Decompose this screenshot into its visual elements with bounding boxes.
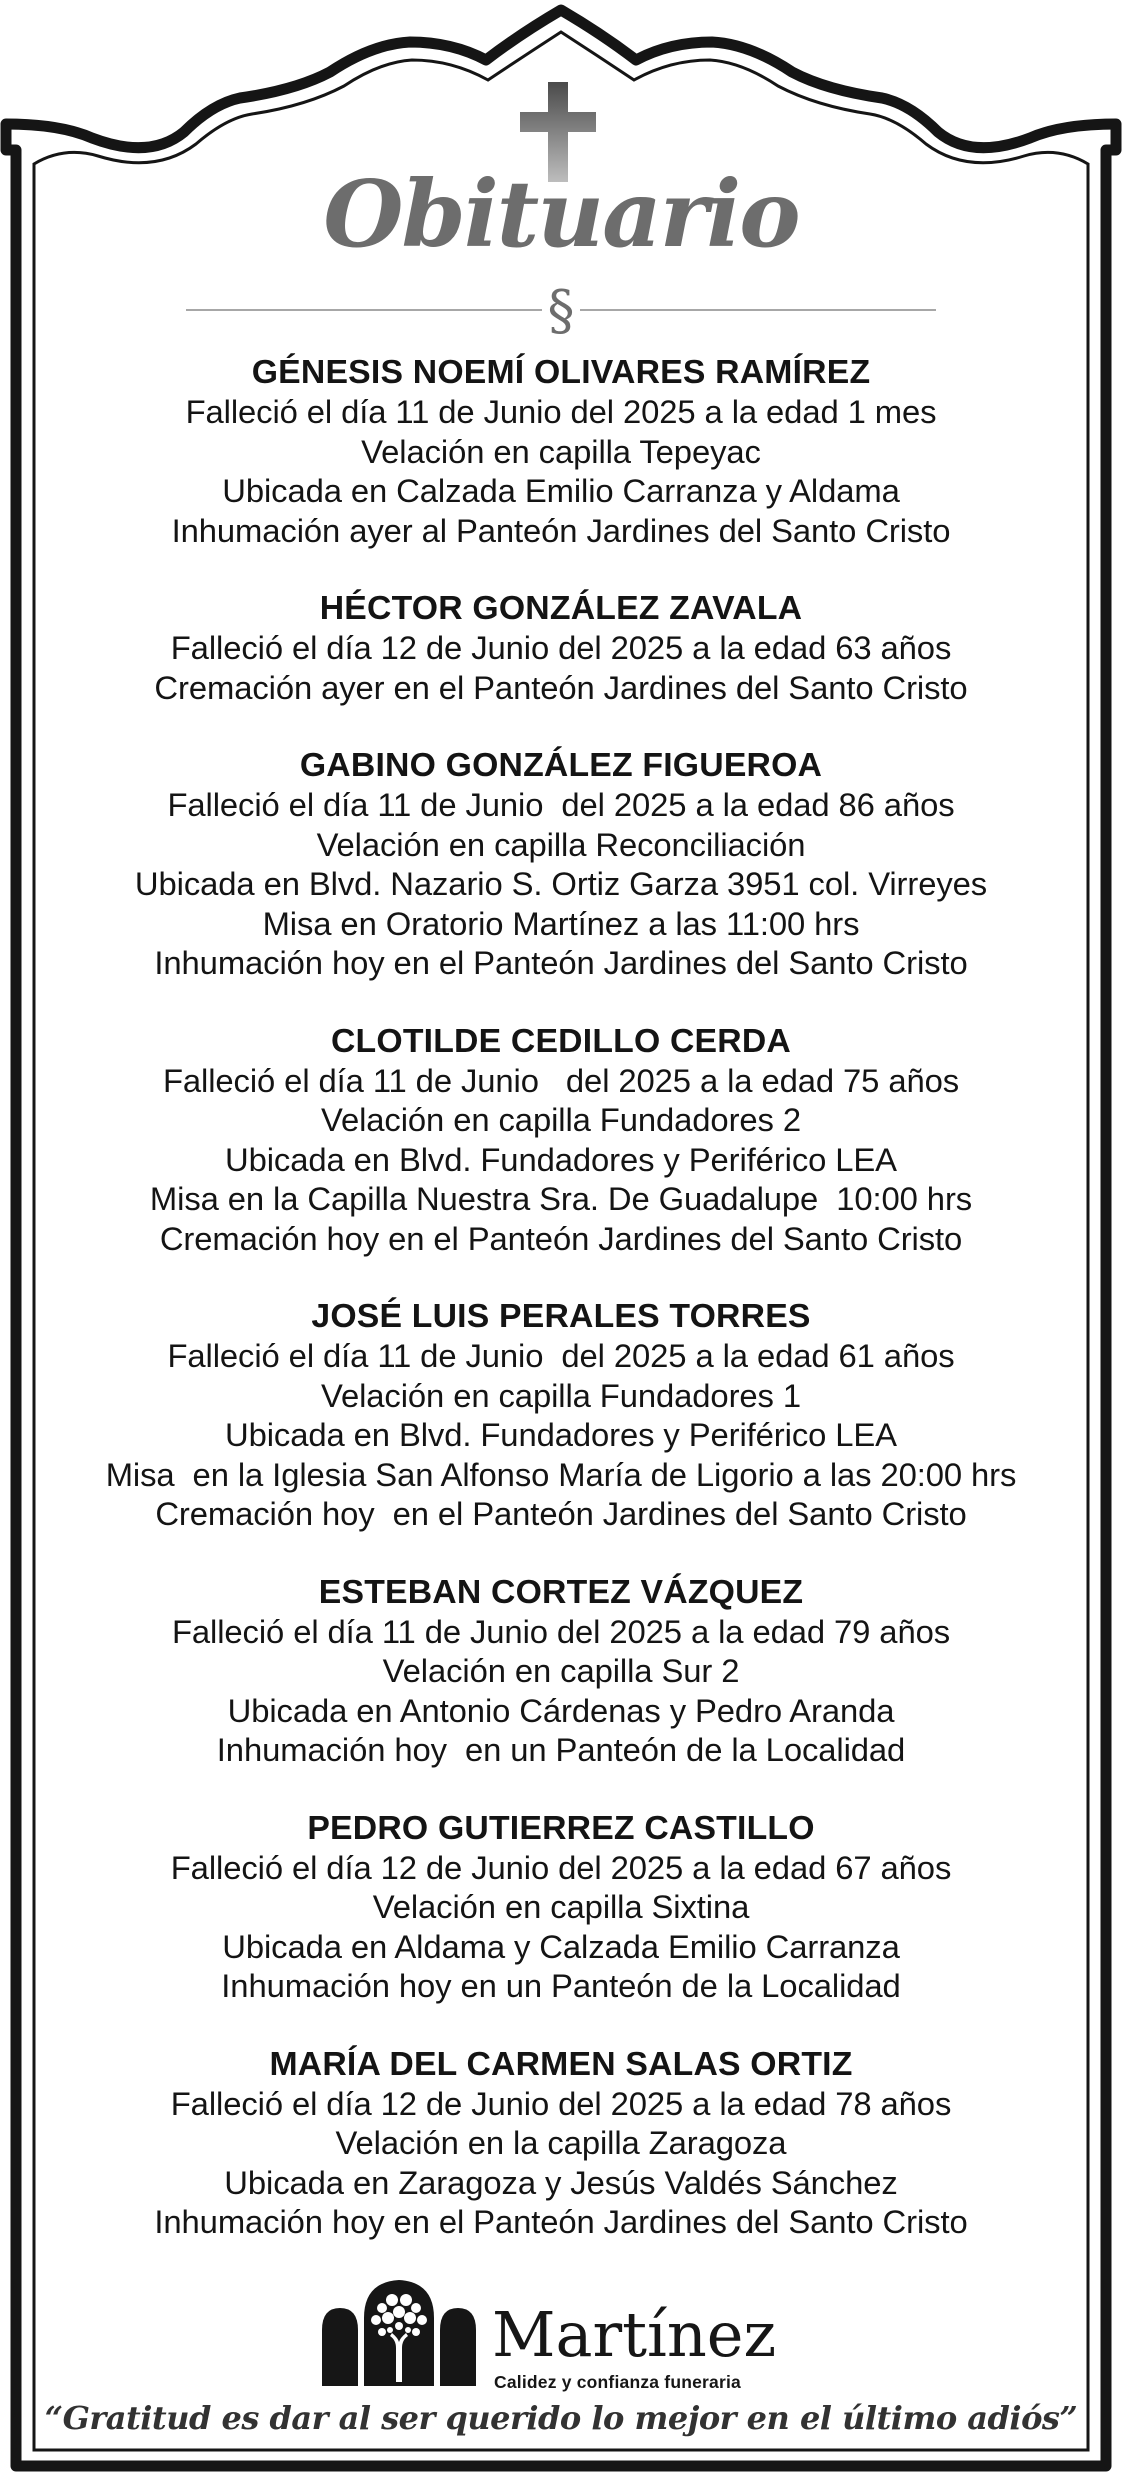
cremation-line: Cremación hoy en el Panteón Jardines del Santo Cristo: [159, 1219, 963, 1257]
mass-line: Misa en Oratorio Martínez a las 11:00 hrs: [262, 904, 860, 942]
title-divider-left: [186, 309, 542, 311]
wake-line: Velación en capilla Tepeyac: [361, 432, 761, 470]
burial-line: Inhumación hoy en el Panteón Jardines del Santo Cristo: [154, 944, 968, 981]
location-line: Ubicada en Blvd. Nazario S. Ortiz Garza 3951 col. Virreyes: [134, 865, 988, 902]
deceased-name: PEDRO GUTIERREZ CASTILLO: [307, 1808, 815, 1847]
death-date-line: Falleció el día 12 de Junio del 2025 a la edad 67 años: [170, 1848, 952, 1886]
obituary-entry: [22, 1021, 1100, 1259]
title-divider-right: [580, 309, 936, 311]
deceased-name: GABINO GONZÁLEZ FIGUEROA: [299, 746, 823, 784]
brand-name: Martínez: [492, 2298, 777, 2371]
location-line: Ubicada en Aldama y Calzada Emilio Carranza: [222, 1927, 900, 1965]
chapel-tree-logo-icon: [318, 2278, 480, 2386]
wake-line: Velación en capilla Reconciliación: [316, 825, 806, 863]
closing-quote: “Gratitud es dar al ser querido lo mejor en el último adiós”: [44, 2399, 1078, 2437]
cremation-line: Cremación ayer en el Panteón Jardines del Santo Cristo: [154, 668, 968, 706]
burial-line: Inhumación hoy en un Panteón de la Localidad: [216, 1731, 906, 1768]
wake-line: Velación en capilla Sixtina: [372, 1888, 750, 1925]
death-date-line: Falleció el día 12 de Junio del 2025 a la edad 78 años: [170, 2084, 952, 2122]
obituary-entry: [22, 2044, 1100, 2242]
death-date-line: Falleció el día 12 de Junio del 2025 a la edad 63 años: [170, 629, 952, 666]
obituary-entry: [22, 745, 1100, 983]
mass-line: Misa en la Capilla Nuestra Sra. De Guadalupe 10:00 hrs: [149, 1180, 973, 1217]
deceased-name: GÉNESIS NOEMÍ OLIVARES RAMÍREZ: [251, 353, 871, 391]
death-date-line: Falleció el día 11 de Junio del 2025 a la edad 79 años: [171, 1612, 951, 1650]
location-line: Ubicada en Zaragoza y Jesús Valdés Sánchez: [224, 2163, 898, 2201]
section-sign-icon: §: [547, 279, 575, 342]
cremation-line: Cremación hoy en el Panteón Jardines del Santo Cristo: [155, 1495, 967, 1532]
burial-line: Inhumación hoy en el Panteón Jardines del Santo Cristo: [154, 2203, 968, 2240]
obituary-entry: [22, 588, 1100, 707]
death-date-line: Falleció el día 11 de Junio del 2025 a la edad 61 años: [167, 1337, 955, 1374]
deceased-name: CLOTILDE CEDILLO CERDA: [330, 1021, 791, 1060]
location-line: Ubicada en Blvd. Fundadores y Periférico LEA: [225, 1140, 897, 1178]
deceased-name: ESTEBAN CORTEZ VÁZQUEZ: [318, 1572, 804, 1611]
deceased-name: MARÍA DEL CARMEN SALAS ORTIZ: [269, 2044, 853, 2083]
page-title: Obituario: [323, 160, 799, 268]
obituary-entry: [22, 352, 1100, 550]
obituary-list: [22, 352, 1100, 2280]
death-date-line: Falleció el día 11 de Junio del 2025 a la edad 75 años: [162, 1061, 960, 1099]
location-line: Ubicada en Calzada Emilio Carranza y Aldama: [222, 472, 900, 509]
burial-line: Inhumación hoy en un Panteón de la Localidad: [221, 1967, 901, 2004]
wake-line: Velación en capilla Fundadores 1: [321, 1376, 801, 1414]
wake-line: Velación en capilla Sur 2: [382, 1652, 740, 1689]
location-line: Ubicada en Blvd. Fundadores y Periférico LEA: [225, 1416, 897, 1453]
brand-tagline: Calidez y confianza funeraria: [494, 2372, 741, 2392]
mass-line: Misa en la Iglesia San Alfonso María de Ligorio a las 20:00 hrs: [105, 1455, 1017, 1493]
wake-line: Velación en la capilla Zaragoza: [335, 2124, 787, 2161]
deceased-name: HÉCTOR GONZÁLEZ ZAVALA: [319, 589, 803, 627]
burial-line: Inhumación ayer al Panteón Jardines del Santo Cristo: [171, 511, 951, 549]
obituary-entry: [22, 1572, 1100, 1770]
location-line: Ubicada en Antonio Cárdenas y Pedro Aranda: [227, 1691, 895, 1729]
deceased-name: JOSÉ LUIS PERALES TORRES: [311, 1297, 811, 1335]
obituary-entry: [22, 1296, 1100, 1534]
death-date-line: Falleció el día 11 de Junio del 2025 a la edad 1 mes: [185, 393, 937, 430]
wake-line: Velación en capilla Fundadores 2: [321, 1101, 801, 1138]
obituary-entry: [22, 1808, 1100, 2006]
funeral-home-logo: [0, 2278, 1122, 2392]
death-date-line: Falleció el día 11 de Junio del 2025 a la edad 86 años: [167, 786, 955, 823]
